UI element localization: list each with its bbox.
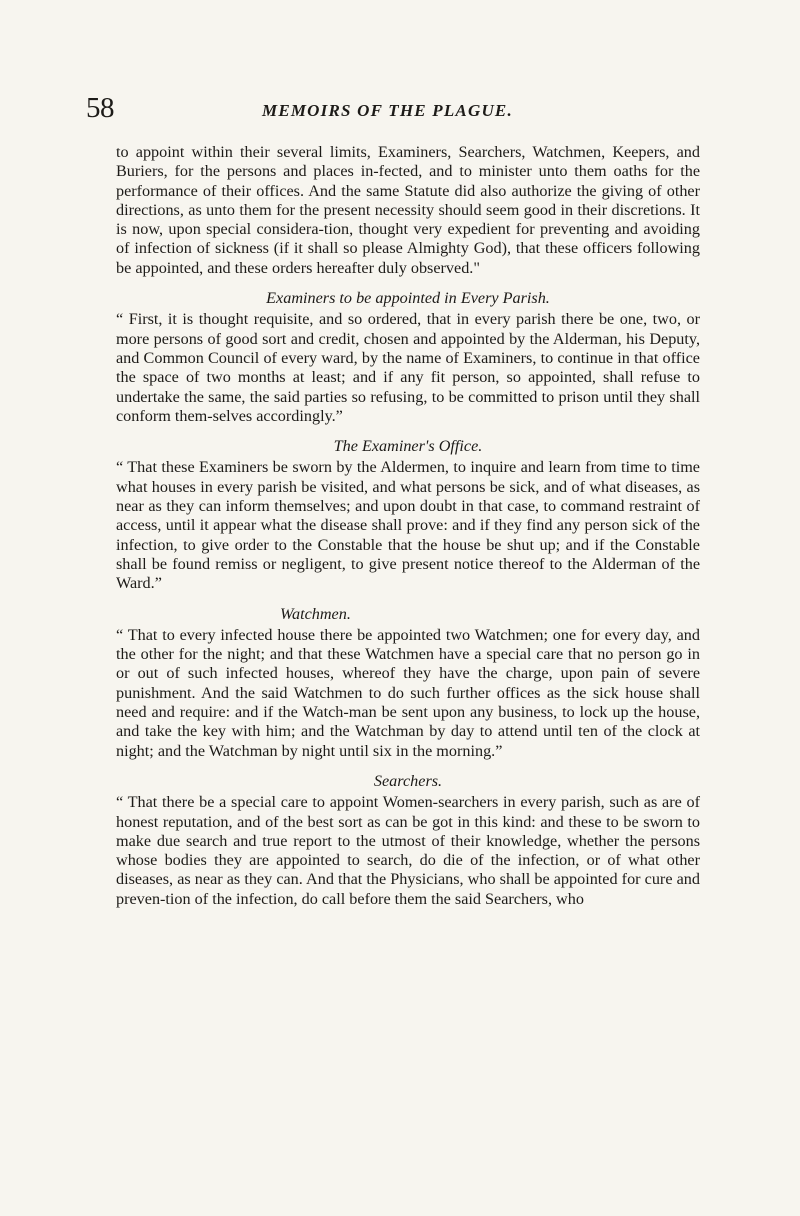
page-number: 58 bbox=[86, 92, 114, 124]
section-text-watchmen: “ That to every infected house there be appointed two Watchmen; one for every day, and the other for the night; and that these Watchmen have a special care that no person go in or out of such infected houses, whereof they have the charge, upon pain of severe punishment. And the said Watchmen to do such further offices as the sick house shall need and require: and if the Watch-man be sent upon any business, to lock up the house, and take the key with him; and the Watchman by day to attend until ten of the clock at night; and the Watchman by night until six in the morning.” bbox=[116, 625, 700, 760]
opening-paragraph: to appoint within their several limits, Examiners, Searchers, Watchmen, Keepers, and Buriers, for the persons and places in-fected, and to minister unto them oaths for the performance of their offices. And the same Statute did also authorize the giving of other directions, as unto them for the present necessity should seem good in their discretions. It is now, upon special considera-tion, thought very expedient for preventing and avoiding of infection of sickness (if it shall so please Almighty God), that these officers following be appointed, and these orders hereafter duly observed." bbox=[116, 143, 700, 277]
running-title: MEMOIRS OF THE PLAGUE. bbox=[262, 101, 513, 120]
section-title-searchers: Searchers. bbox=[373, 771, 443, 790]
page-header bbox=[86, 92, 706, 132]
section-title-examiners: Examiners to be appointed in Every Parish. bbox=[266, 289, 550, 308]
section-text-examiners: “ First, it is thought requisite, and so ordered, that in every parish there be one, two, or more persons of good sort and credit, chosen and appointed by the Alderman, his Deputy, and Common Council of every ward, by the name of Examiners, to continue in that office the space of two months at least; and if any fit person, so appointed, shall refuse to undertake the same, the said parties so refusing, to be committed to prison until they shall conform them-selves accordingly.” bbox=[116, 310, 700, 425]
section-title-watchmen: Watchmen. bbox=[280, 604, 351, 623]
section-title-examiners-office: The Examiner's Office. bbox=[333, 437, 483, 456]
section-text-examiners-office: “ That these Examiners be sworn by the Aldermen, to inquire and learn from time to time what houses in every parish be visited, and what persons be sick, and of what diseases, as near as they can inform themselves; and upon doubt in that case, to command restraint of access, until it appear what the disease shall prove: and if they find any person sick of the infection, to give order to the Constable that the house be shut up; and if the Constable shall be found remiss or negligent, to give present notice thereof to the Alderman of the Ward.” bbox=[116, 458, 700, 593]
section-text-searchers: “ That there be a special care to appoint Women-searchers in every parish, such as are of honest reputation, and of the best sort as can be got in this kind: and these to be sworn to make due search and true report to the utmost of their knowledge, whether the persons whose bodies they are appointed to search, do die of the infection, or of what other diseases, as near as they can. And that the Physicians, who shall be appointed for cure and preven-tion of the infection, do call before them the said Searchers, who bbox=[116, 793, 700, 908]
page-body bbox=[116, 143, 700, 909]
